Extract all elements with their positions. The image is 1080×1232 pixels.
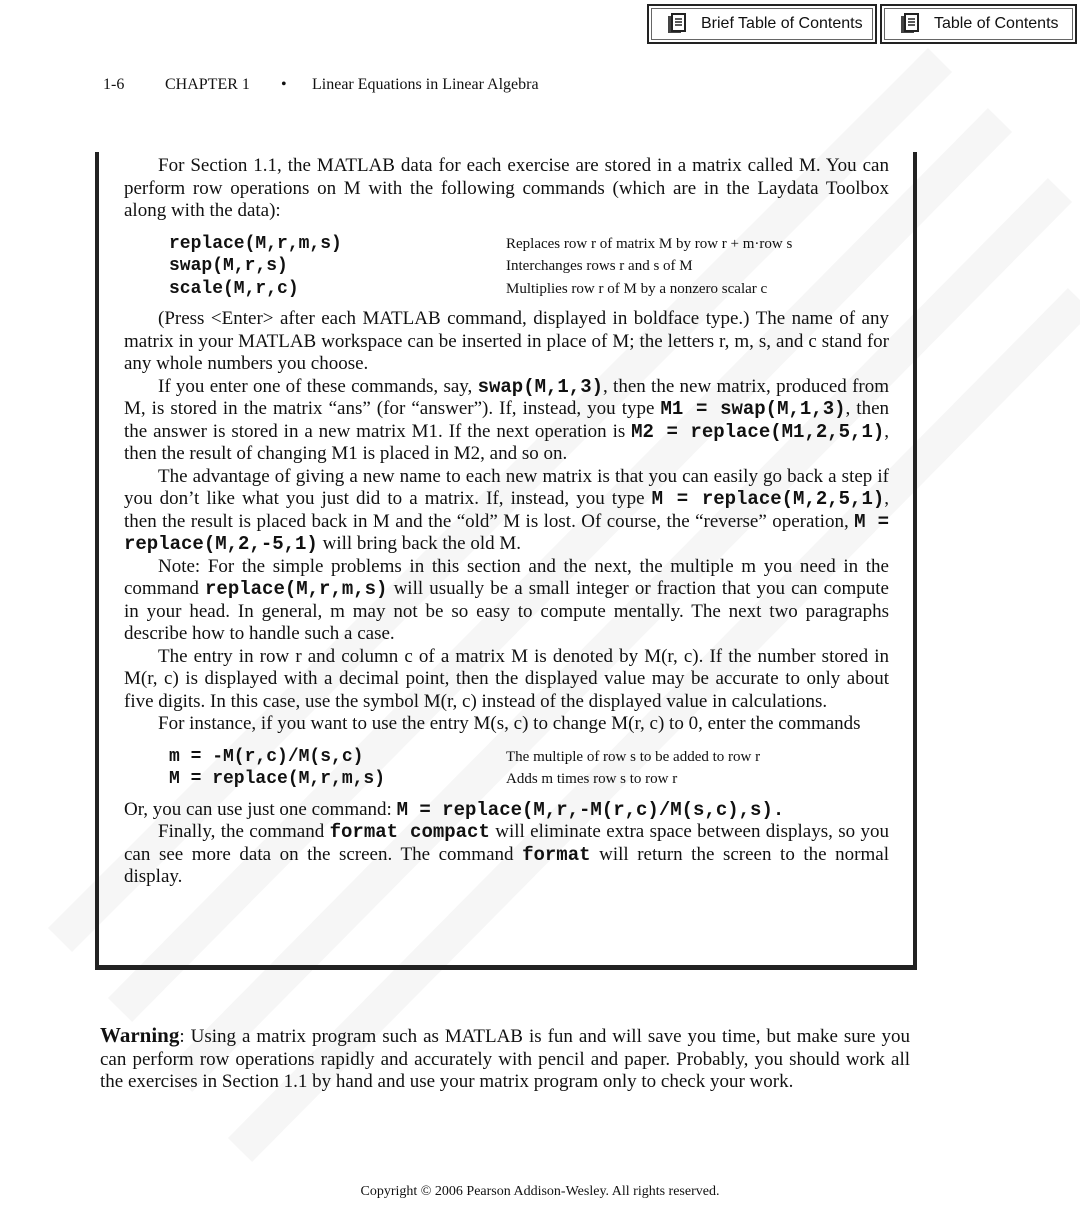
toc-label: Table of Contents bbox=[934, 15, 1059, 32]
intro-paragraph: For Section 1.1, the MATLAB data for each exercise are stored in a matrix called M. You can perform row operations on M with the following commands (which are in the Laydata Toolbox along with the data): bbox=[124, 155, 889, 221]
inline-code: replace(M,r,m,s) bbox=[205, 578, 388, 600]
if-paragraph bbox=[124, 376, 889, 466]
entry-paragraph: The entry in row r and column c of a matrix M is denoted by M(r, c). If the number stored in M(r, c) is displayed with a decimal point, then the displayed value may be accurate to only about five digits. In this case, use the symbol M(r, c) instead of the displayed value in calculations. bbox=[124, 645, 889, 712]
table-row bbox=[169, 768, 760, 791]
inline-code: format bbox=[522, 843, 591, 866]
inline-code: swap(M,1,3) bbox=[477, 375, 604, 398]
text-run: will usually be a small integer or fraction that you can compute in your head. In general, m may not be so easy to compute mentally. The next two paragraphs describe how to handle such a case. bbox=[124, 578, 889, 644]
text-run: , then the answer is stored in a new matrix M1. If the next operation is bbox=[124, 398, 890, 442]
command-table-2 bbox=[169, 746, 760, 791]
text-run: will eliminate extra space between displays, so you can see more data on the screen. The command bbox=[124, 821, 889, 865]
text-run: , then the new matrix, produced from M, is stored in the matrix “ans” (for “answer”). If, instead, you type bbox=[124, 375, 889, 419]
text-run: The advantage of giving a new name to each new matrix is that you can easily go back a step if you don’t like what you just did to a matrix. If, instead, you type bbox=[124, 465, 889, 509]
brief-toc-button[interactable] bbox=[647, 4, 877, 44]
press-paragraph: (Press <Enter> after each MATLAB command, displayed in boldface type.) The name of any matrix in your MATLAB workspace can be inserted in place of M; the letters r, m, s, and c stand for any whole numbers you choose. bbox=[124, 308, 889, 374]
text-run: If you enter one of these commands, say, bbox=[158, 375, 473, 397]
matlab-box bbox=[95, 152, 917, 970]
command-code: m = -M(r,c)/M(s,c) bbox=[169, 746, 364, 767]
table-row bbox=[169, 233, 792, 256]
text-run: Or, you can use just one command: bbox=[124, 798, 392, 820]
copyright-footer: Copyright © 2006 Pearson Addison-Wesley. All rights reserved. bbox=[360, 1184, 720, 1199]
instance-paragraph: For instance, if you want to use the entry M(s, c) to change M(r, c) to 0, enter the commands bbox=[158, 713, 861, 734]
command-code: scale(M,r,c) bbox=[169, 278, 299, 299]
inline-code: format compact bbox=[329, 821, 490, 843]
running-header bbox=[103, 76, 539, 94]
page-number: 1-6 bbox=[103, 76, 125, 93]
command-desc: Adds m times row s to row r bbox=[506, 771, 678, 787]
command-desc: Multiplies row r of M by a nonzero scalar c bbox=[506, 280, 768, 297]
text-run: , then the result is placed back in M and the “old” M is lost. Of course, the “reverse” operation, bbox=[124, 488, 889, 532]
chapter-label: CHAPTER 1 bbox=[165, 76, 250, 93]
table-row bbox=[169, 278, 792, 301]
chapter-title: Linear Equations in Linear Algebra bbox=[312, 76, 539, 93]
inline-code: M2 = replace(M1,2,5,1) bbox=[631, 420, 885, 443]
command-desc: The multiple of row s to be added to row r bbox=[506, 748, 761, 765]
toc-button[interactable] bbox=[880, 4, 1077, 44]
table-row bbox=[169, 255, 792, 278]
final-paragraph bbox=[124, 821, 889, 889]
text-run: , then the result of changing M1 is placed in M2, and so on. bbox=[124, 420, 890, 464]
inline-code: M = replace(M,2,-5,1) bbox=[124, 510, 890, 555]
book-icon bbox=[665, 12, 689, 36]
command-code: M = replace(M,r,m,s) bbox=[169, 769, 386, 789]
inline-code: M = replace(M,2,5,1) bbox=[651, 488, 885, 510]
command-table bbox=[169, 233, 792, 301]
note-paragraph bbox=[124, 556, 889, 646]
inline-code: M = replace(M,r,-M(r,c)/M(s,c),s). bbox=[396, 798, 785, 821]
command-code: replace(M,r,m,s) bbox=[169, 233, 342, 254]
command-code: swap(M,r,s) bbox=[169, 256, 288, 276]
or-paragraph bbox=[124, 799, 889, 822]
advantage-paragraph bbox=[124, 466, 889, 556]
command-desc: Interchanges rows r and s of M bbox=[506, 258, 693, 274]
text-run: will return the screen to the normal display. bbox=[124, 843, 890, 887]
warning-label: Warning bbox=[100, 1023, 180, 1047]
text-run: Note: For the simple problems in this section and the next, the multiple m you need in the command bbox=[124, 555, 889, 599]
inline-code: M1 = swap(M,1,3) bbox=[660, 398, 846, 420]
brief-toc-label: Brief Table of Contents bbox=[701, 15, 863, 32]
book-icon bbox=[898, 12, 922, 36]
warning-text: : Using a matrix program such as MATLAB is fun and will save you time, but make sure you can perform row operations rapidly and accurately with pencil and paper. Probably, you should work all the exercises in Section 1.1 by hand and use your matrix program only to check your work. bbox=[100, 1026, 910, 1092]
command-desc: Replaces row r of matrix M by row r + m·row s bbox=[506, 235, 793, 252]
text-run: will bring back the old M. bbox=[322, 533, 522, 554]
text-run: Finally, the command bbox=[158, 821, 325, 842]
table-row bbox=[169, 746, 760, 769]
warning-paragraph bbox=[100, 1024, 910, 1094]
header-bullet: • bbox=[281, 76, 287, 93]
